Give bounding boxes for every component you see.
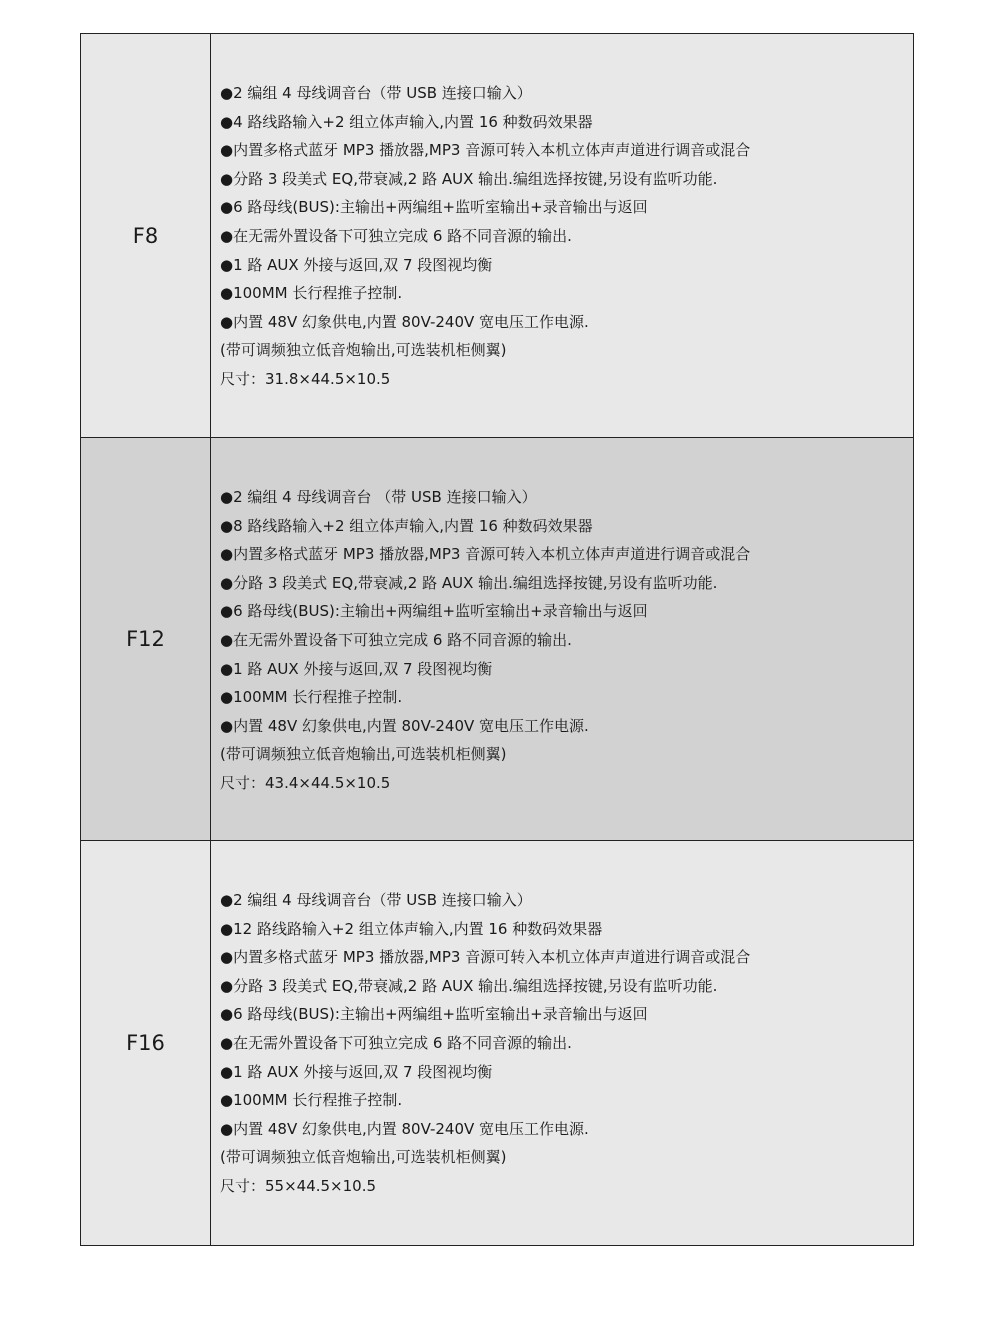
spec-line: ●分路 3 段美式 EQ,带衰减,2 路 AUX 输出.编组选择按键,另设有监听功能. [220, 169, 718, 188]
spec-line: ●在无需外置设备下可独立完成 6 路不同音源的输出. [220, 630, 572, 649]
spec-note: (带可调频独立低音炮输出,可选装机柜侧翼) [220, 1148, 507, 1167]
spec-line: ●2 编组 4 母线调音台（带 USB 连接口输入） [220, 84, 532, 102]
spec-line: ●在无需外置设备下可独立完成 6 路不同音源的输出. [220, 226, 572, 245]
spec-line: ●100MM 长行程推子控制. [220, 1091, 403, 1110]
spec-line: ●1 路 AUX 外接与返回,双 7 段图视均衡 [220, 659, 493, 678]
spec-table [80, 33, 914, 1246]
spec-note: (带可调频独立低音炮输出,可选装机柜侧翼) [220, 341, 507, 360]
spec-line: ●6 路母线(BUS):主输出+两编组+监听室输出+录音输出与返回 [220, 602, 648, 621]
spec-line: ●分路 3 段美式 EQ,带衰减,2 路 AUX 输出.编组选择按键,另设有监听功能. [220, 976, 718, 995]
spec-line: ●内置多格式蓝牙 MP3 播放器,MP3 音源可转入本机立体声声道进行调音或混合 [220, 141, 751, 160]
spec-line: ●12 路线路输入+2 组立体声输入,内置 16 种数码效果器 [220, 919, 603, 938]
spec-line: ●4 路线路输入+2 组立体声输入,内置 16 种数码效果器 [220, 112, 593, 131]
spec-line: ●内置 48V 幻象供电,内置 80V-240V 宽电压工作电源. [220, 716, 589, 735]
spec-dimensions: 尺寸：55×44.5×10.5 [220, 1176, 377, 1195]
spec-line: ●100MM 长行程推子控制. [220, 284, 403, 303]
spec-line: ●2 编组 4 母线调音台（带 USB 连接口输入） [220, 891, 532, 909]
spec-line: ●8 路线路输入+2 组立体声输入,内置 16 种数码效果器 [220, 516, 593, 535]
spec-line: ●内置 48V 幻象供电,内置 80V-240V 宽电压工作电源. [220, 1119, 589, 1138]
spec-dimensions: 尺寸：31.8×44.5×10.5 [220, 369, 391, 388]
spec-line: ●1 路 AUX 外接与返回,双 7 段图视均衡 [220, 1062, 493, 1081]
spec-line: ●100MM 长行程推子控制. [220, 688, 403, 707]
spec-description [211, 34, 913, 437]
spec-line: ●6 路母线(BUS):主输出+两编组+监听室输出+录音输出与返回 [220, 198, 648, 217]
spec-line: ●分路 3 段美式 EQ,带衰减,2 路 AUX 输出.编组选择按键,另设有监听功能. [220, 573, 718, 592]
model-name: F12 [81, 438, 211, 840]
spec-description [211, 841, 913, 1245]
spec-line: ●内置多格式蓝牙 MP3 播放器,MP3 音源可转入本机立体声声道进行调音或混合 [220, 948, 751, 967]
spec-line: ●2 编组 4 母线调音台 （带 USB 连接口输入） [220, 488, 537, 506]
spec-list [220, 79, 913, 394]
spec-line: ●内置多格式蓝牙 MP3 播放器,MP3 音源可转入本机立体声声道进行调音或混合 [220, 545, 751, 564]
spec-list [220, 483, 913, 798]
spec-row-f8 [81, 34, 913, 437]
spec-row-f16 [81, 840, 913, 1245]
model-name: F16 [81, 841, 211, 1245]
spec-line: ●内置 48V 幻象供电,内置 80V-240V 宽电压工作电源. [220, 312, 589, 331]
spec-note: (带可调频独立低音炮输出,可选装机柜侧翼) [220, 745, 507, 764]
spec-list [220, 886, 913, 1201]
spec-line: ●在无需外置设备下可独立完成 6 路不同音源的输出. [220, 1033, 572, 1052]
model-name: F8 [81, 34, 211, 437]
spec-dimensions: 尺寸：43.4×44.5×10.5 [220, 773, 391, 792]
spec-line: ●1 路 AUX 外接与返回,双 7 段图视均衡 [220, 255, 493, 274]
spec-description [211, 438, 913, 840]
spec-row-f12 [81, 437, 913, 840]
spec-line: ●6 路母线(BUS):主输出+两编组+监听室输出+录音输出与返回 [220, 1005, 648, 1024]
